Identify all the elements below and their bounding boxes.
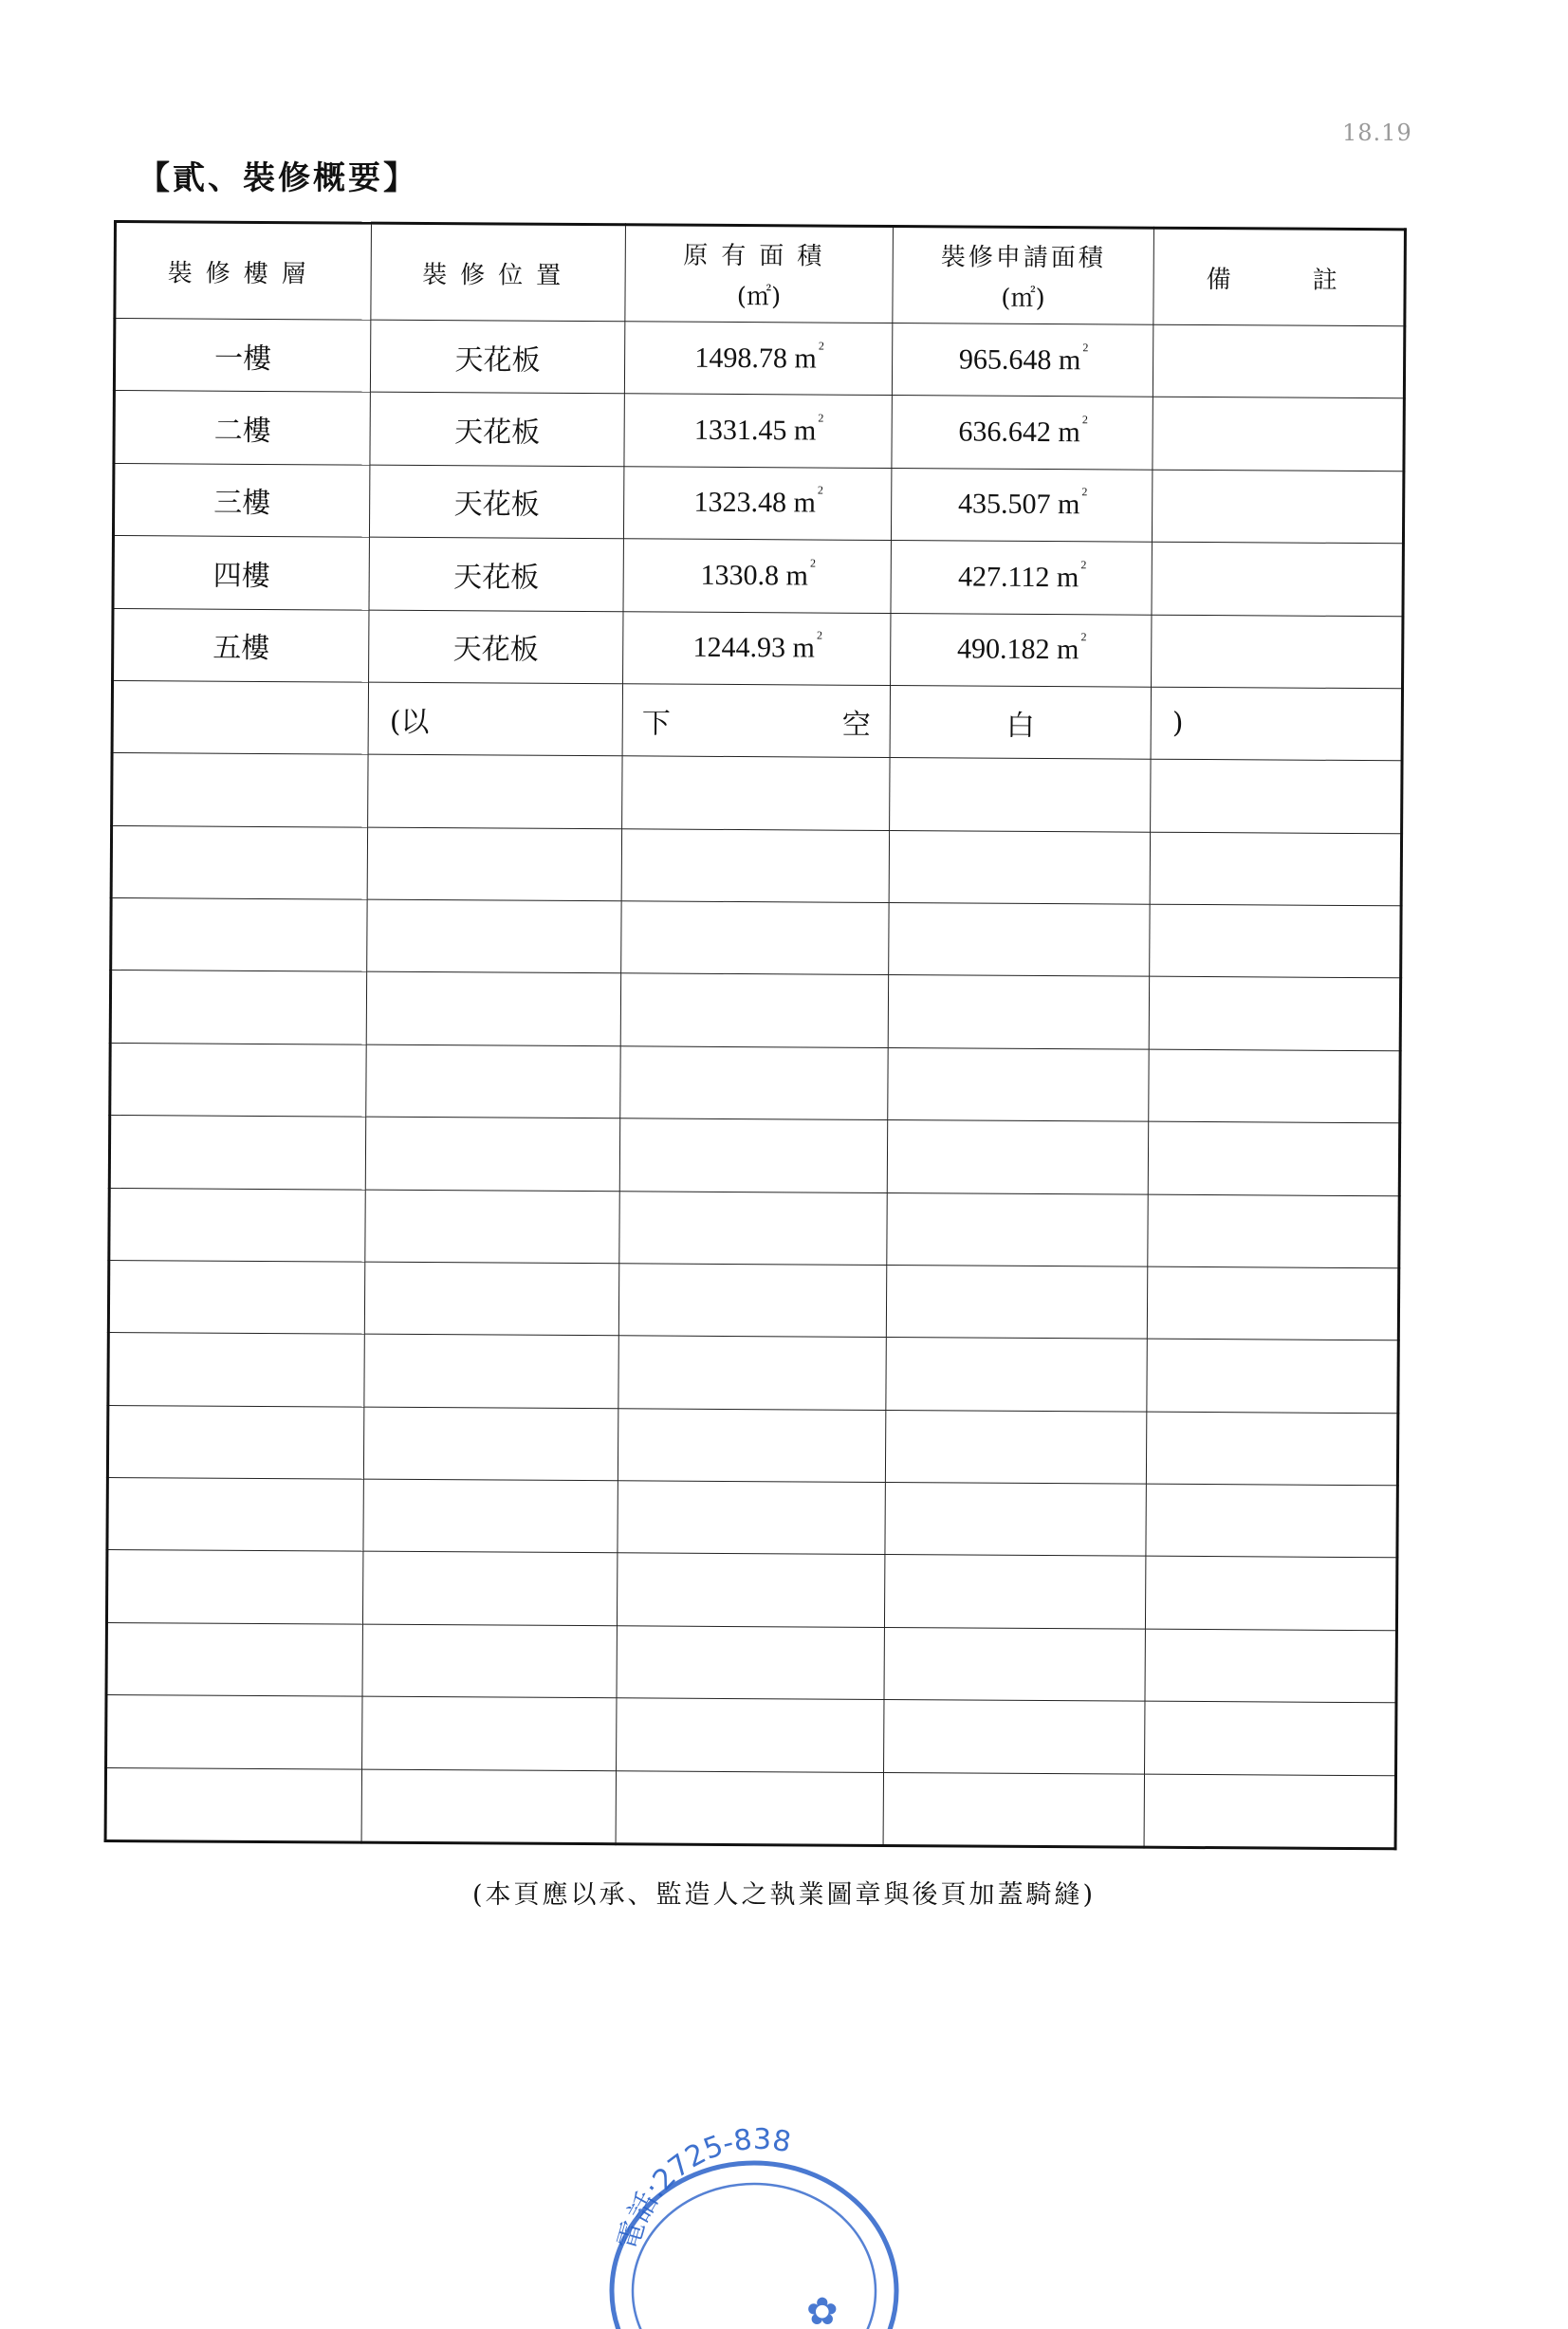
table-row bbox=[114, 319, 1404, 399]
empty-cell bbox=[107, 1405, 363, 1479]
empty-cell bbox=[885, 1410, 1146, 1484]
floor-cell: 一樓 bbox=[114, 319, 370, 393]
empty-cell bbox=[366, 1044, 620, 1118]
location-cell: 天花板 bbox=[370, 320, 624, 394]
empty-row bbox=[111, 825, 1401, 906]
empty-cell bbox=[884, 1555, 1145, 1629]
empty-cell bbox=[1144, 1774, 1395, 1849]
empty-row bbox=[107, 1477, 1397, 1558]
blank-marker-cell-2 bbox=[622, 684, 890, 758]
header-remark-2: 註 bbox=[1312, 266, 1337, 295]
empty-cell bbox=[618, 1336, 886, 1410]
blank-marker-white: 白 bbox=[890, 685, 1151, 759]
stamp-text: 電話:2725-838 bbox=[611, 2122, 794, 2254]
empty-cell bbox=[1146, 1484, 1397, 1558]
empty-cell bbox=[361, 1769, 616, 1844]
header-remark bbox=[1153, 228, 1406, 326]
empty-cell bbox=[366, 972, 620, 1046]
empty-cell bbox=[621, 901, 889, 975]
remark-cell bbox=[1153, 324, 1404, 398]
apply-area-cell: 636.642 m 2 bbox=[892, 396, 1153, 470]
empty-cell bbox=[364, 1262, 618, 1336]
remark-cell bbox=[1153, 397, 1404, 471]
empty-cell bbox=[886, 1265, 1147, 1339]
empty-cell bbox=[620, 1046, 888, 1120]
empty-cell bbox=[619, 1118, 887, 1192]
header-original-area-label: 原有面積 bbox=[683, 241, 836, 271]
apply-area-cell: 965.648 m 2 bbox=[892, 323, 1153, 397]
empty-cell bbox=[617, 1626, 884, 1700]
location-cell: 天花板 bbox=[369, 610, 623, 684]
empty-row bbox=[109, 1116, 1399, 1196]
empty-cell bbox=[362, 1624, 617, 1698]
apply-area-cell: 490.182 m 2 bbox=[891, 613, 1152, 687]
empty-cell bbox=[110, 970, 366, 1044]
empty-cell bbox=[107, 1477, 363, 1551]
remark-cell bbox=[1152, 542, 1403, 616]
empty-cell bbox=[1147, 1339, 1398, 1413]
location-cell: 天花板 bbox=[370, 393, 624, 467]
empty-cell bbox=[111, 897, 367, 971]
original-area-cell: 1331.45 m 2 bbox=[624, 394, 892, 468]
empty-cell bbox=[106, 1550, 362, 1624]
original-area-cell: 1244.93 m 2 bbox=[623, 611, 891, 685]
empty-cell bbox=[110, 1043, 366, 1117]
empty-cell bbox=[889, 903, 1150, 977]
blank-marker-cell-0 bbox=[112, 680, 368, 754]
empty-cell bbox=[1147, 1266, 1398, 1340]
empty-cell bbox=[362, 1552, 617, 1626]
empty-cell bbox=[883, 1772, 1144, 1847]
footnote: (本頁應以承、監造人之執業圖章與後頁加蓋騎縫) bbox=[471, 1880, 1097, 1910]
empty-row bbox=[106, 1550, 1396, 1631]
apply-area-cell: 427.112 m 2 bbox=[891, 541, 1152, 615]
empty-cell bbox=[888, 1047, 1149, 1121]
blank-marker-open: (以 bbox=[368, 682, 622, 756]
original-area-cell: 1498.78 m 2 bbox=[624, 322, 892, 396]
empty-cell bbox=[618, 1481, 885, 1555]
empty-cell bbox=[106, 1622, 362, 1696]
empty-cell bbox=[1149, 1049, 1400, 1123]
empty-row bbox=[109, 1188, 1399, 1268]
empty-cell bbox=[109, 1188, 365, 1262]
empty-cell bbox=[889, 830, 1150, 904]
table-row bbox=[113, 536, 1403, 617]
empty-cell bbox=[108, 1333, 364, 1407]
apply-area-cell: 435.507 m 2 bbox=[891, 468, 1152, 542]
floor-cell: 三樓 bbox=[113, 463, 369, 537]
location-cell: 天花板 bbox=[369, 537, 623, 611]
empty-cell bbox=[365, 1117, 619, 1191]
renovation-summary-sheet bbox=[104, 220, 1404, 1850]
empty-cell bbox=[887, 1192, 1148, 1266]
empty-cell bbox=[363, 1407, 618, 1481]
renovation-summary-table bbox=[104, 220, 1407, 1850]
empty-cell bbox=[367, 899, 621, 973]
svg-text:✿: ✿ bbox=[806, 2290, 839, 2329]
empty-cell bbox=[106, 1695, 362, 1769]
empty-cell bbox=[884, 1700, 1145, 1774]
table-row bbox=[113, 463, 1403, 544]
table-row bbox=[114, 391, 1404, 471]
empty-cell bbox=[108, 1260, 364, 1334]
empty-row bbox=[111, 897, 1401, 978]
header-apply-area-label: 裝修申請面積 bbox=[940, 243, 1106, 273]
blank-marker-row bbox=[112, 680, 1402, 761]
remark-cell bbox=[1152, 615, 1403, 689]
blank-marker-empty: 空 bbox=[841, 708, 871, 742]
empty-cell bbox=[616, 1770, 883, 1845]
empty-cell bbox=[887, 1120, 1148, 1194]
table-row bbox=[113, 608, 1403, 689]
empty-cell bbox=[617, 1698, 884, 1772]
empty-cell bbox=[365, 1190, 619, 1264]
empty-cell bbox=[367, 827, 621, 901]
empty-cell bbox=[890, 758, 1151, 832]
section-heading: 【貳、裝修概要】 bbox=[138, 159, 418, 197]
empty-cell bbox=[1145, 1629, 1396, 1703]
floor-cell: 四樓 bbox=[113, 536, 369, 610]
header-original-area-unit: (㎡) bbox=[736, 283, 782, 312]
empty-cell bbox=[109, 1116, 365, 1190]
empty-row bbox=[107, 1405, 1397, 1486]
empty-cell bbox=[622, 756, 890, 830]
header-remark-1: 備 bbox=[1206, 265, 1231, 294]
empty-cell bbox=[1150, 904, 1401, 978]
empty-cell bbox=[1150, 832, 1401, 906]
table-header-row bbox=[115, 222, 1406, 326]
empty-cell bbox=[364, 1334, 618, 1408]
original-area-cell: 1330.8 m 2 bbox=[623, 539, 891, 613]
empty-cell bbox=[888, 975, 1149, 1049]
empty-cell bbox=[617, 1553, 884, 1627]
empty-cell bbox=[884, 1627, 1145, 1701]
empty-row bbox=[106, 1695, 1396, 1776]
empty-cell bbox=[112, 753, 368, 827]
empty-cell bbox=[105, 1767, 361, 1842]
empty-cell bbox=[1151, 759, 1402, 833]
original-area-cell: 1323.48 m 2 bbox=[623, 467, 891, 541]
remark-cell bbox=[1152, 470, 1403, 544]
empty-cell bbox=[619, 1191, 887, 1265]
empty-cell bbox=[886, 1338, 1147, 1412]
empty-cell bbox=[111, 825, 367, 899]
empty-cell bbox=[1148, 1194, 1399, 1268]
header-apply-area bbox=[893, 227, 1154, 325]
blank-marker-below: 下 bbox=[641, 706, 671, 741]
empty-cell bbox=[618, 1264, 886, 1338]
empty-row bbox=[108, 1333, 1398, 1414]
empty-cell bbox=[621, 828, 889, 902]
empty-cell bbox=[1146, 1412, 1397, 1486]
header-original-area bbox=[625, 225, 894, 323]
empty-cell bbox=[368, 754, 622, 828]
empty-cell bbox=[620, 973, 888, 1047]
empty-cell bbox=[1149, 977, 1400, 1051]
empty-cell bbox=[1145, 1701, 1396, 1775]
blank-marker-close: ) bbox=[1151, 687, 1402, 761]
page-number: 18.19 bbox=[1342, 120, 1412, 146]
empty-cell bbox=[362, 1696, 617, 1770]
header-apply-area-unit: (㎡) bbox=[1001, 284, 1045, 313]
floor-cell: 五樓 bbox=[113, 608, 369, 682]
empty-cell bbox=[885, 1482, 1146, 1556]
empty-row bbox=[112, 753, 1402, 834]
empty-row bbox=[105, 1767, 1395, 1849]
empty-row bbox=[110, 1043, 1400, 1123]
floor-cell: 二樓 bbox=[114, 391, 370, 465]
header-floor: 裝修樓層 bbox=[115, 222, 372, 321]
empty-cell bbox=[618, 1408, 885, 1482]
architect-seal-stamp bbox=[598, 2082, 911, 2329]
empty-cell bbox=[363, 1479, 618, 1553]
empty-row bbox=[108, 1260, 1398, 1340]
empty-row bbox=[110, 970, 1400, 1051]
empty-row bbox=[106, 1622, 1396, 1703]
location-cell: 天花板 bbox=[369, 465, 623, 539]
svg-text:電話:2725-838 bbox=[612, 2123, 793, 2254]
header-location: 裝修位置 bbox=[371, 223, 626, 322]
empty-cell bbox=[1145, 1557, 1396, 1631]
empty-cell bbox=[1148, 1121, 1399, 1195]
